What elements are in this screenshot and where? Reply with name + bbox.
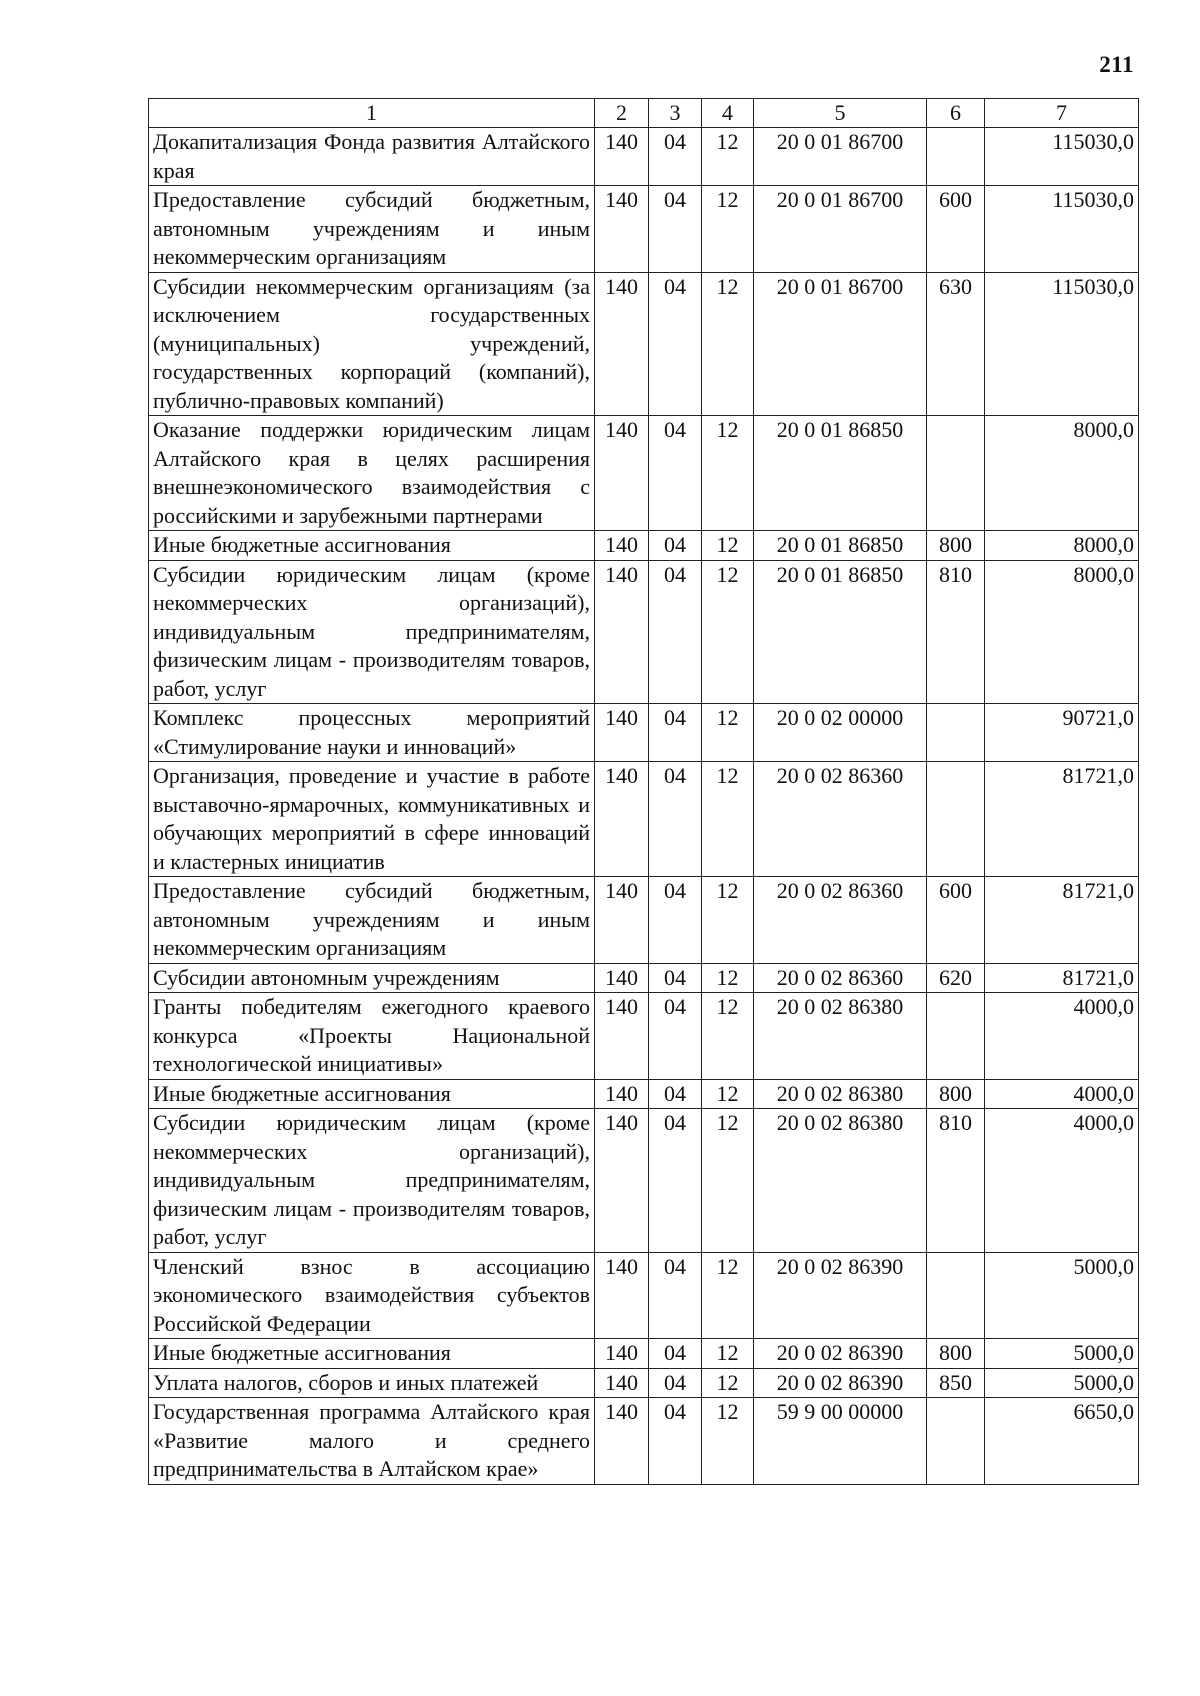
row-code-3: 04 — [649, 1252, 702, 1339]
budget-table — [148, 98, 1139, 1485]
row-code-2: 140 — [595, 531, 649, 561]
table-row — [149, 993, 1139, 1080]
table-row — [149, 963, 1139, 993]
row-code-5: 20 0 02 86390 — [754, 1368, 927, 1398]
row-code-2: 140 — [595, 272, 649, 416]
row-amount: 90721,0 — [985, 704, 1139, 762]
column-header: 2 — [595, 99, 649, 128]
row-code-6 — [927, 704, 985, 762]
page-number: 211 — [1099, 52, 1134, 77]
row-amount: 115030,0 — [985, 186, 1139, 273]
row-amount: 5000,0 — [985, 1252, 1139, 1339]
row-description: Субсидии юридическим лицам (кроме некоммерческих организаций), индивидуальным предпринимателям, физическим лицам - производителям товаров, работ, услуг — [149, 560, 595, 704]
row-amount: 115030,0 — [985, 272, 1139, 416]
row-description: Государственная программа Алтайского края «Развитие малого и среднего предпринимательства в Алтайском крае» — [149, 1398, 595, 1485]
row-code-6: 800 — [927, 1079, 985, 1109]
row-code-2: 140 — [595, 762, 649, 877]
row-code-5: 20 0 01 86700 — [754, 186, 927, 273]
row-code-4: 12 — [702, 1079, 754, 1109]
row-code-4: 12 — [702, 963, 754, 993]
row-code-5: 20 0 01 86700 — [754, 272, 927, 416]
row-code-4: 12 — [702, 877, 754, 964]
row-description: Предоставление субсидий бюджетным, автономным учреждениям и иным некоммерческим организациям — [149, 877, 595, 964]
row-code-6 — [927, 993, 985, 1080]
table-row — [149, 1368, 1139, 1398]
table-row — [149, 186, 1139, 273]
row-description: Предоставление субсидий бюджетным, автономным учреждениям и иным некоммерческим организациям — [149, 186, 595, 273]
row-code-2: 140 — [595, 1339, 649, 1369]
row-code-6: 600 — [927, 877, 985, 964]
table-row — [149, 1339, 1139, 1369]
row-code-3: 04 — [649, 1109, 702, 1253]
row-code-4: 12 — [702, 416, 754, 531]
row-code-5: 20 0 02 86390 — [754, 1339, 927, 1369]
row-amount: 81721,0 — [985, 762, 1139, 877]
row-code-3: 04 — [649, 1079, 702, 1109]
row-description: Иные бюджетные ассигнования — [149, 531, 595, 561]
row-code-2: 140 — [595, 993, 649, 1080]
row-code-5: 20 0 02 86360 — [754, 963, 927, 993]
row-description: Субсидии некоммерческим организациям (за исключением государственных (муниципальных) учреждений, государственных корпораций (компаний), публично-правовых компаний) — [149, 272, 595, 416]
row-code-2: 140 — [595, 1368, 649, 1398]
row-code-6: 800 — [927, 531, 985, 561]
row-code-6 — [927, 1398, 985, 1485]
row-description: Членский взнос в ассоциацию экономического взаимодействия субъектов Российской Федерации — [149, 1252, 595, 1339]
row-code-4: 12 — [702, 1109, 754, 1253]
row-code-5: 20 0 02 86360 — [754, 877, 927, 964]
column-header: 6 — [927, 99, 985, 128]
row-code-5: 59 9 00 00000 — [754, 1398, 927, 1485]
row-code-2: 140 — [595, 1252, 649, 1339]
row-code-3: 04 — [649, 762, 702, 877]
table-row — [149, 1252, 1139, 1339]
row-amount: 4000,0 — [985, 993, 1139, 1080]
row-code-3: 04 — [649, 560, 702, 704]
table-row — [149, 560, 1139, 704]
row-description: Докапитализация Фонда развития Алтайского края — [149, 128, 595, 186]
row-code-5: 20 0 02 86390 — [754, 1252, 927, 1339]
row-code-3: 04 — [649, 1339, 702, 1369]
row-description: Иные бюджетные ассигнования — [149, 1079, 595, 1109]
row-code-5: 20 0 01 86700 — [754, 128, 927, 186]
row-amount: 8000,0 — [985, 531, 1139, 561]
row-code-5: 20 0 01 86850 — [754, 560, 927, 704]
row-code-5: 20 0 02 86360 — [754, 762, 927, 877]
row-amount: 115030,0 — [985, 128, 1139, 186]
row-code-6: 630 — [927, 272, 985, 416]
row-code-5: 20 0 01 86850 — [754, 531, 927, 561]
row-amount: 81721,0 — [985, 963, 1139, 993]
table-row — [149, 272, 1139, 416]
row-code-6 — [927, 416, 985, 531]
row-amount: 8000,0 — [985, 416, 1139, 531]
table-row — [149, 1398, 1139, 1485]
row-code-4: 12 — [702, 704, 754, 762]
row-code-2: 140 — [595, 128, 649, 186]
column-header: 1 — [149, 99, 595, 128]
row-amount: 8000,0 — [985, 560, 1139, 704]
row-amount: 5000,0 — [985, 1368, 1139, 1398]
row-code-4: 12 — [702, 1252, 754, 1339]
column-header: 3 — [649, 99, 702, 128]
row-code-5: 20 0 02 86380 — [754, 1079, 927, 1109]
row-amount: 5000,0 — [985, 1339, 1139, 1369]
table-row — [149, 128, 1139, 186]
table-row — [149, 877, 1139, 964]
column-header: 5 — [754, 99, 927, 128]
table-row — [149, 1109, 1139, 1253]
column-header: 7 — [985, 99, 1139, 128]
row-code-6 — [927, 762, 985, 877]
row-code-2: 140 — [595, 877, 649, 964]
table-body — [149, 128, 1139, 1485]
row-code-2: 140 — [595, 186, 649, 273]
row-amount: 4000,0 — [985, 1079, 1139, 1109]
row-description: Оказание поддержки юридическим лицам Алтайского края в целях расширения внешнеэкономического взаимодействия с российскими и зарубежными партнерами — [149, 416, 595, 531]
row-code-5: 20 0 02 86380 — [754, 1109, 927, 1253]
row-code-3: 04 — [649, 531, 702, 561]
row-code-2: 140 — [595, 1109, 649, 1253]
row-code-2: 140 — [595, 560, 649, 704]
row-amount: 6650,0 — [985, 1398, 1139, 1485]
row-amount: 81721,0 — [985, 877, 1139, 964]
row-code-6 — [927, 128, 985, 186]
row-code-2: 140 — [595, 1398, 649, 1485]
row-code-2: 140 — [595, 704, 649, 762]
row-description: Иные бюджетные ассигнования — [149, 1339, 595, 1369]
row-description: Гранты победителям ежегодного краевого конкурса «Проекты Национальной технологической инициативы» — [149, 993, 595, 1080]
row-code-3: 04 — [649, 993, 702, 1080]
row-code-4: 12 — [702, 531, 754, 561]
row-code-3: 04 — [649, 128, 702, 186]
row-code-5: 20 0 01 86850 — [754, 416, 927, 531]
row-code-4: 12 — [702, 560, 754, 704]
row-code-6: 600 — [927, 186, 985, 273]
row-code-4: 12 — [702, 128, 754, 186]
row-amount: 4000,0 — [985, 1109, 1139, 1253]
table-row — [149, 1079, 1139, 1109]
row-description: Уплата налогов, сборов и иных платежей — [149, 1368, 595, 1398]
row-code-3: 04 — [649, 704, 702, 762]
table-header-row — [149, 99, 1139, 128]
row-code-4: 12 — [702, 272, 754, 416]
row-code-3: 04 — [649, 1368, 702, 1398]
row-code-3: 04 — [649, 1398, 702, 1485]
row-code-4: 12 — [702, 993, 754, 1080]
row-code-4: 12 — [702, 1339, 754, 1369]
row-code-6: 810 — [927, 1109, 985, 1253]
row-code-5: 20 0 02 86380 — [754, 993, 927, 1080]
row-code-3: 04 — [649, 186, 702, 273]
row-code-3: 04 — [649, 272, 702, 416]
row-code-6: 810 — [927, 560, 985, 704]
row-code-6 — [927, 1252, 985, 1339]
row-description: Субсидии автономным учреждениям — [149, 963, 595, 993]
row-code-2: 140 — [595, 1079, 649, 1109]
table-row — [149, 416, 1139, 531]
row-code-6: 850 — [927, 1368, 985, 1398]
table-row — [149, 531, 1139, 561]
table-row — [149, 762, 1139, 877]
row-code-4: 12 — [702, 1398, 754, 1485]
row-code-4: 12 — [702, 762, 754, 877]
column-header: 4 — [702, 99, 754, 128]
row-code-4: 12 — [702, 1368, 754, 1398]
row-code-3: 04 — [649, 416, 702, 531]
row-code-5: 20 0 02 00000 — [754, 704, 927, 762]
table-row — [149, 704, 1139, 762]
row-code-6: 620 — [927, 963, 985, 993]
row-description: Комплекс процессных мероприятий «Стимулирование науки и инноваций» — [149, 704, 595, 762]
row-code-6: 800 — [927, 1339, 985, 1369]
row-code-2: 140 — [595, 416, 649, 531]
row-code-4: 12 — [702, 186, 754, 273]
row-code-2: 140 — [595, 963, 649, 993]
row-code-3: 04 — [649, 963, 702, 993]
row-code-3: 04 — [649, 877, 702, 964]
row-description: Субсидии юридическим лицам (кроме некоммерческих организаций), индивидуальным предпринимателям, физическим лицам - производителям товаров, работ, услуг — [149, 1109, 595, 1253]
row-description: Организация, проведение и участие в работе выставочно-ярмарочных, коммуникативных и обучающих мероприятий в сфере инноваций и кластерных инициатив — [149, 762, 595, 877]
